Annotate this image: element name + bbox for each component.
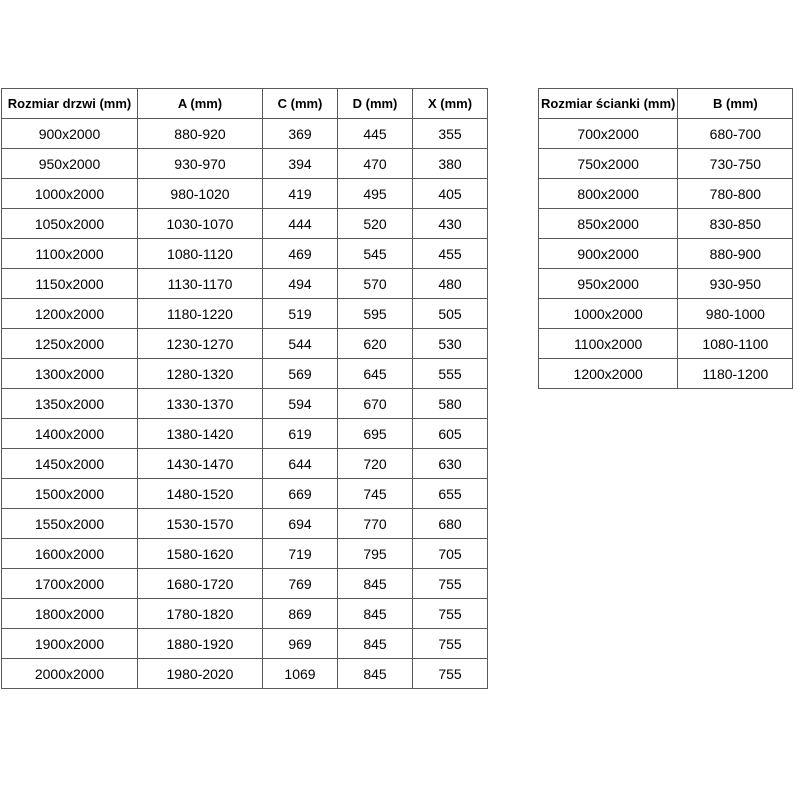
table-cell: 694 xyxy=(263,509,338,539)
table-cell: 630 xyxy=(413,449,488,479)
table-cell: 869 xyxy=(263,599,338,629)
table-row xyxy=(2,269,488,299)
table-cell: 900x2000 xyxy=(539,239,678,269)
column-header: D (mm) xyxy=(338,89,413,119)
table-cell: 645 xyxy=(338,359,413,389)
table-cell: 845 xyxy=(338,569,413,599)
table-cell: 1200x2000 xyxy=(539,359,678,389)
table-cell: 620 xyxy=(338,329,413,359)
table-cell: 369 xyxy=(263,119,338,149)
table-cell: 455 xyxy=(413,239,488,269)
table-cell: 830-850 xyxy=(678,209,793,239)
table-cell: 950x2000 xyxy=(2,149,138,179)
table-cell: 1280-1320 xyxy=(138,359,263,389)
table-cell: 1230-1270 xyxy=(138,329,263,359)
table-row xyxy=(539,179,793,209)
table-cell: 1430-1470 xyxy=(138,449,263,479)
table-cell: 1450x2000 xyxy=(2,449,138,479)
table-cell: 1480-1520 xyxy=(138,479,263,509)
table-row xyxy=(2,329,488,359)
table-cell: 1350x2000 xyxy=(2,389,138,419)
table-cell: 655 xyxy=(413,479,488,509)
table-cell: 780-800 xyxy=(678,179,793,209)
table-cell: 795 xyxy=(338,539,413,569)
table-cell: 580 xyxy=(413,389,488,419)
table-cell: 745 xyxy=(338,479,413,509)
table-cell: 1100x2000 xyxy=(2,239,138,269)
table-row xyxy=(2,599,488,629)
table-row xyxy=(2,179,488,209)
table-cell: 755 xyxy=(413,599,488,629)
table-row xyxy=(2,359,488,389)
table-cell: 969 xyxy=(263,629,338,659)
table-cell: 900x2000 xyxy=(2,119,138,149)
table-cell: 1250x2000 xyxy=(2,329,138,359)
column-header: X (mm) xyxy=(413,89,488,119)
table-cell: 519 xyxy=(263,299,338,329)
table-cell: 469 xyxy=(263,239,338,269)
table-cell: 770 xyxy=(338,509,413,539)
table-cell: 619 xyxy=(263,419,338,449)
table-cell: 719 xyxy=(263,539,338,569)
table-row xyxy=(2,629,488,659)
table-cell: 1050x2000 xyxy=(2,209,138,239)
table-cell: 980-1020 xyxy=(138,179,263,209)
table-cell: 570 xyxy=(338,269,413,299)
table-cell: 1030-1070 xyxy=(138,209,263,239)
table-cell: 1700x2000 xyxy=(2,569,138,599)
header-row xyxy=(2,89,488,119)
table-cell: 1900x2000 xyxy=(2,629,138,659)
table-cell: 880-900 xyxy=(678,239,793,269)
table-cell: 419 xyxy=(263,179,338,209)
table-cell: 1180-1220 xyxy=(138,299,263,329)
table-cell: 669 xyxy=(263,479,338,509)
table-cell: 1100x2000 xyxy=(539,329,678,359)
table-row xyxy=(539,119,793,149)
table-cell: 530 xyxy=(413,329,488,359)
table-cell: 520 xyxy=(338,209,413,239)
table-row xyxy=(539,209,793,239)
table-cell: 505 xyxy=(413,299,488,329)
table-cell: 845 xyxy=(338,629,413,659)
table-cell: 1530-1570 xyxy=(138,509,263,539)
table-cell: 930-950 xyxy=(678,269,793,299)
table-cell: 555 xyxy=(413,359,488,389)
table-row xyxy=(2,449,488,479)
column-header: B (mm) xyxy=(678,89,793,119)
table-row xyxy=(2,239,488,269)
table-cell: 380 xyxy=(413,149,488,179)
table-cell: 755 xyxy=(413,659,488,689)
table-cell: 480 xyxy=(413,269,488,299)
table-cell: 355 xyxy=(413,119,488,149)
table-row xyxy=(539,149,793,179)
table-cell: 545 xyxy=(338,239,413,269)
column-header: C (mm) xyxy=(263,89,338,119)
table-cell: 1380-1420 xyxy=(138,419,263,449)
table-row xyxy=(2,419,488,449)
table-cell: 1130-1170 xyxy=(138,269,263,299)
table-cell: 950x2000 xyxy=(539,269,678,299)
table-row xyxy=(2,569,488,599)
table-cell: 695 xyxy=(338,419,413,449)
table-cell: 1880-1920 xyxy=(138,629,263,659)
table-cell: 700x2000 xyxy=(539,119,678,149)
table-cell: 495 xyxy=(338,179,413,209)
table-cell: 445 xyxy=(338,119,413,149)
table-cell: 1500x2000 xyxy=(2,479,138,509)
wall-sizes-table xyxy=(538,88,793,389)
table-cell: 1800x2000 xyxy=(2,599,138,629)
table-cell: 1000x2000 xyxy=(2,179,138,209)
table-cell: 1330-1370 xyxy=(138,389,263,419)
column-header: A (mm) xyxy=(138,89,263,119)
table-cell: 1600x2000 xyxy=(2,539,138,569)
table-cell: 769 xyxy=(263,569,338,599)
table-cell: 1150x2000 xyxy=(2,269,138,299)
table-cell: 1580-1620 xyxy=(138,539,263,569)
table-row xyxy=(539,359,793,389)
table-cell: 1300x2000 xyxy=(2,359,138,389)
table-cell: 2000x2000 xyxy=(2,659,138,689)
table-cell: 755 xyxy=(413,569,488,599)
table-cell: 800x2000 xyxy=(539,179,678,209)
table-row xyxy=(539,239,793,269)
table-row xyxy=(2,209,488,239)
table-row xyxy=(2,479,488,509)
table-cell: 594 xyxy=(263,389,338,419)
table-cell: 405 xyxy=(413,179,488,209)
table-cell: 755 xyxy=(413,629,488,659)
table-cell: 644 xyxy=(263,449,338,479)
table-cell: 1680-1720 xyxy=(138,569,263,599)
table-cell: 1000x2000 xyxy=(539,299,678,329)
table-cell: 850x2000 xyxy=(539,209,678,239)
table-row xyxy=(2,659,488,689)
table-cell: 750x2000 xyxy=(539,149,678,179)
table-cell: 720 xyxy=(338,449,413,479)
table-cell: 544 xyxy=(263,329,338,359)
table-cell: 605 xyxy=(413,419,488,449)
table-cell: 980-1000 xyxy=(678,299,793,329)
table-cell: 1400x2000 xyxy=(2,419,138,449)
table-row xyxy=(539,299,793,329)
table-cell: 394 xyxy=(263,149,338,179)
table-cell: 430 xyxy=(413,209,488,239)
table-row xyxy=(2,539,488,569)
table-cell: 930-970 xyxy=(138,149,263,179)
table-cell: 569 xyxy=(263,359,338,389)
table-cell: 1980-2020 xyxy=(138,659,263,689)
table-cell: 595 xyxy=(338,299,413,329)
table-cell: 1069 xyxy=(263,659,338,689)
table-row xyxy=(2,299,488,329)
table-cell: 680 xyxy=(413,509,488,539)
door-sizes-table xyxy=(1,88,488,689)
header-row xyxy=(539,89,793,119)
column-header: Rozmiar ścianki (mm) xyxy=(539,89,678,119)
table-row xyxy=(539,269,793,299)
table-row xyxy=(2,149,488,179)
column-header: Rozmiar drzwi (mm) xyxy=(2,89,138,119)
table-cell: 680-700 xyxy=(678,119,793,149)
table-cell: 1550x2000 xyxy=(2,509,138,539)
table-cell: 1200x2000 xyxy=(2,299,138,329)
table-cell: 1780-1820 xyxy=(138,599,263,629)
table-row xyxy=(2,119,488,149)
table-cell: 670 xyxy=(338,389,413,419)
table-cell: 1180-1200 xyxy=(678,359,793,389)
table-cell: 705 xyxy=(413,539,488,569)
table-cell: 494 xyxy=(263,269,338,299)
table-cell: 444 xyxy=(263,209,338,239)
table-cell: 880-920 xyxy=(138,119,263,149)
table-row xyxy=(2,509,488,539)
table-cell: 845 xyxy=(338,599,413,629)
table-cell: 1080-1100 xyxy=(678,329,793,359)
table-cell: 470 xyxy=(338,149,413,179)
table-cell: 1080-1120 xyxy=(138,239,263,269)
table-row xyxy=(539,329,793,359)
table-row xyxy=(2,389,488,419)
table-cell: 845 xyxy=(338,659,413,689)
table-cell: 730-750 xyxy=(678,149,793,179)
